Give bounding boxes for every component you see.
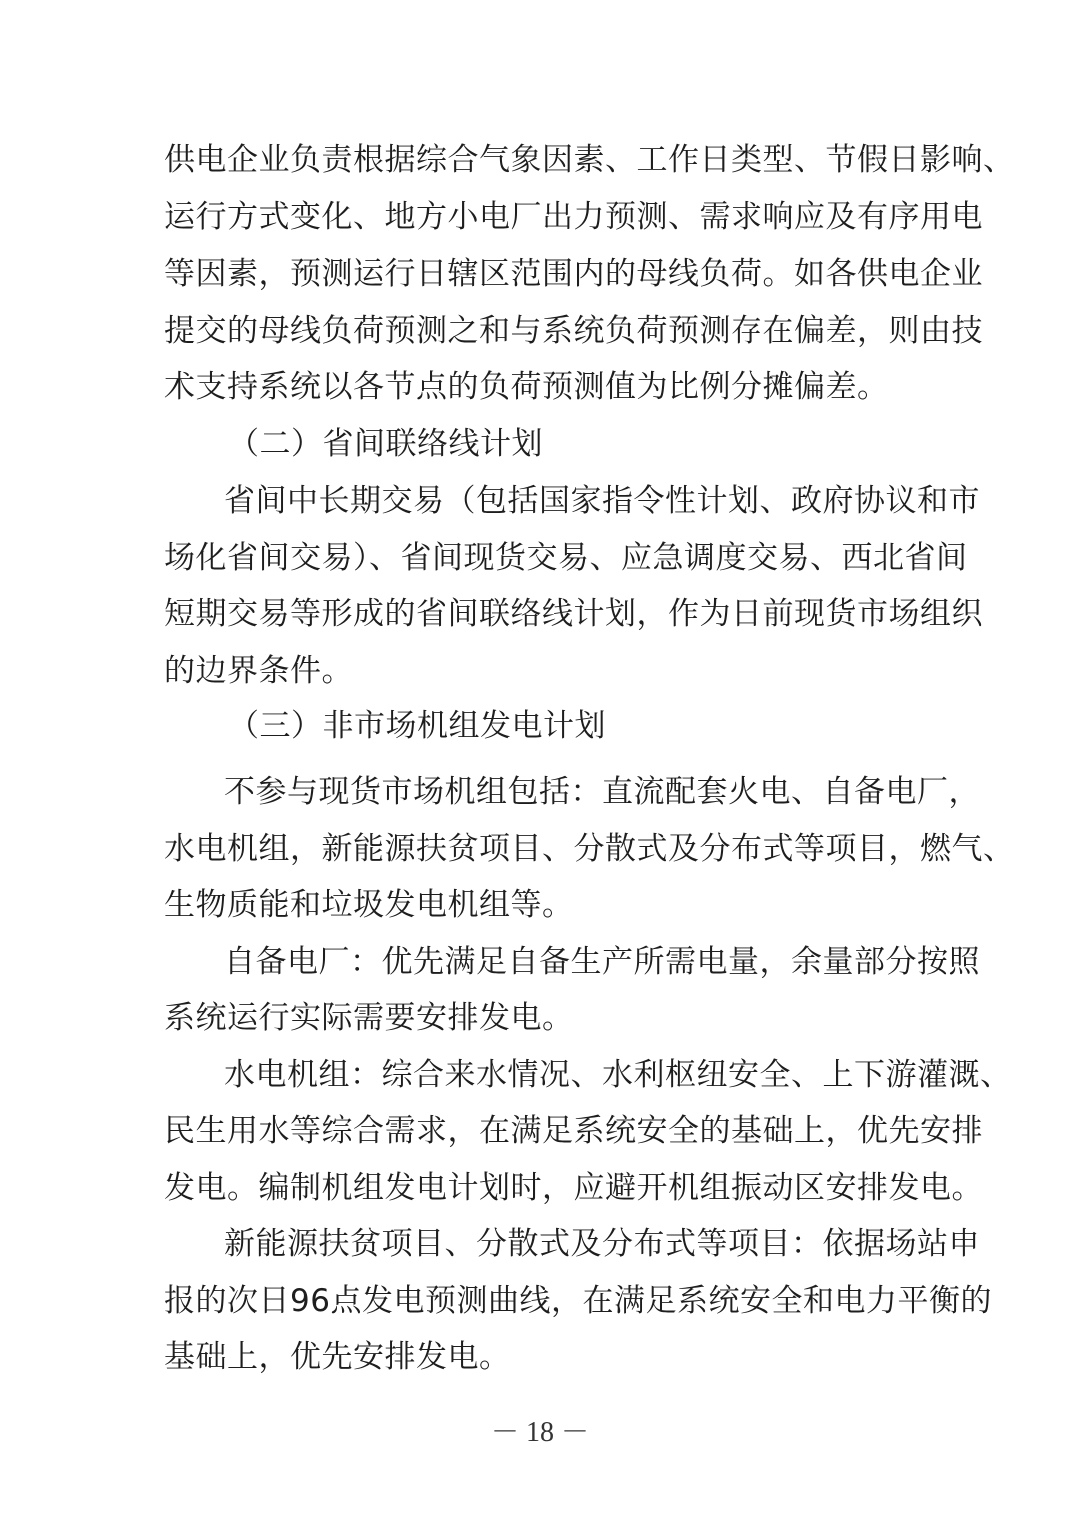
paragraph-line: 短期交易等形成的省间联络线计划，作为日前现货市场组织: [164, 596, 983, 632]
section-heading: （二）省间联络线计划: [228, 426, 543, 462]
paragraph-line: 基础上，优先安排发电。: [164, 1339, 511, 1375]
paragraph-line: 运行方式变化、地方小电厂出力预测、需求响应及有序用电: [164, 199, 983, 235]
paragraph-line: 发电。编制机组发电计划时，应避开机组振动区安排发电。: [164, 1170, 983, 1206]
paragraph-line: 民生用水等综合需求，在满足系统安全的基础上，优先安排: [164, 1113, 983, 1149]
paragraph-line: 等因素，预测运行日辖区范围内的母线负荷。如各供电企业: [164, 256, 983, 292]
paragraph-line: 报的次日96点发电预测曲线，在满足系统安全和电力平衡的: [164, 1283, 992, 1319]
paragraph-line: 系统运行实际需要安排发电。: [164, 1000, 574, 1036]
paragraph-line: 自备电厂：优先满足自备生产所需电量，余量部分按照: [224, 944, 980, 980]
paragraph-line: 不参与现货市场机组包括：直流配套火电、自备电厂，: [224, 774, 980, 810]
paragraph-line: 供电企业负责根据综合气象因素、工作日类型、节假日影响、: [164, 142, 1015, 178]
paragraph-line: 省间中长期交易（包括国家指令性计划、政府协议和市: [224, 483, 980, 519]
section-heading: （三）非市场机组发电计划: [228, 708, 606, 744]
paragraph-line: 水电机组：综合来水情况、水利枢纽安全、上下游灌溉、: [224, 1057, 1012, 1093]
paragraph-line: 新能源扶贫项目、分散式及分布式等项目：依据场站申: [224, 1226, 980, 1262]
paragraph-line: 水电机组，新能源扶贫项目、分散式及分布式等项目，燃气、: [164, 831, 1015, 867]
paragraph-line: 生物质能和垃圾发电机组等。: [164, 887, 574, 923]
paragraph-line: 的边界条件。: [164, 653, 353, 689]
paragraph-line: 术支持系统以各节点的负荷预测值为比例分摊偏差。: [164, 369, 889, 405]
paragraph-line: 提交的母线负荷预测之和与系统负荷预测存在偏差，则由技: [164, 313, 983, 349]
page-number: － 18 －: [490, 1417, 589, 1448]
paragraph-line: 场化省间交易）、省间现货交易、应急调度交易、西北省间: [164, 540, 968, 576]
